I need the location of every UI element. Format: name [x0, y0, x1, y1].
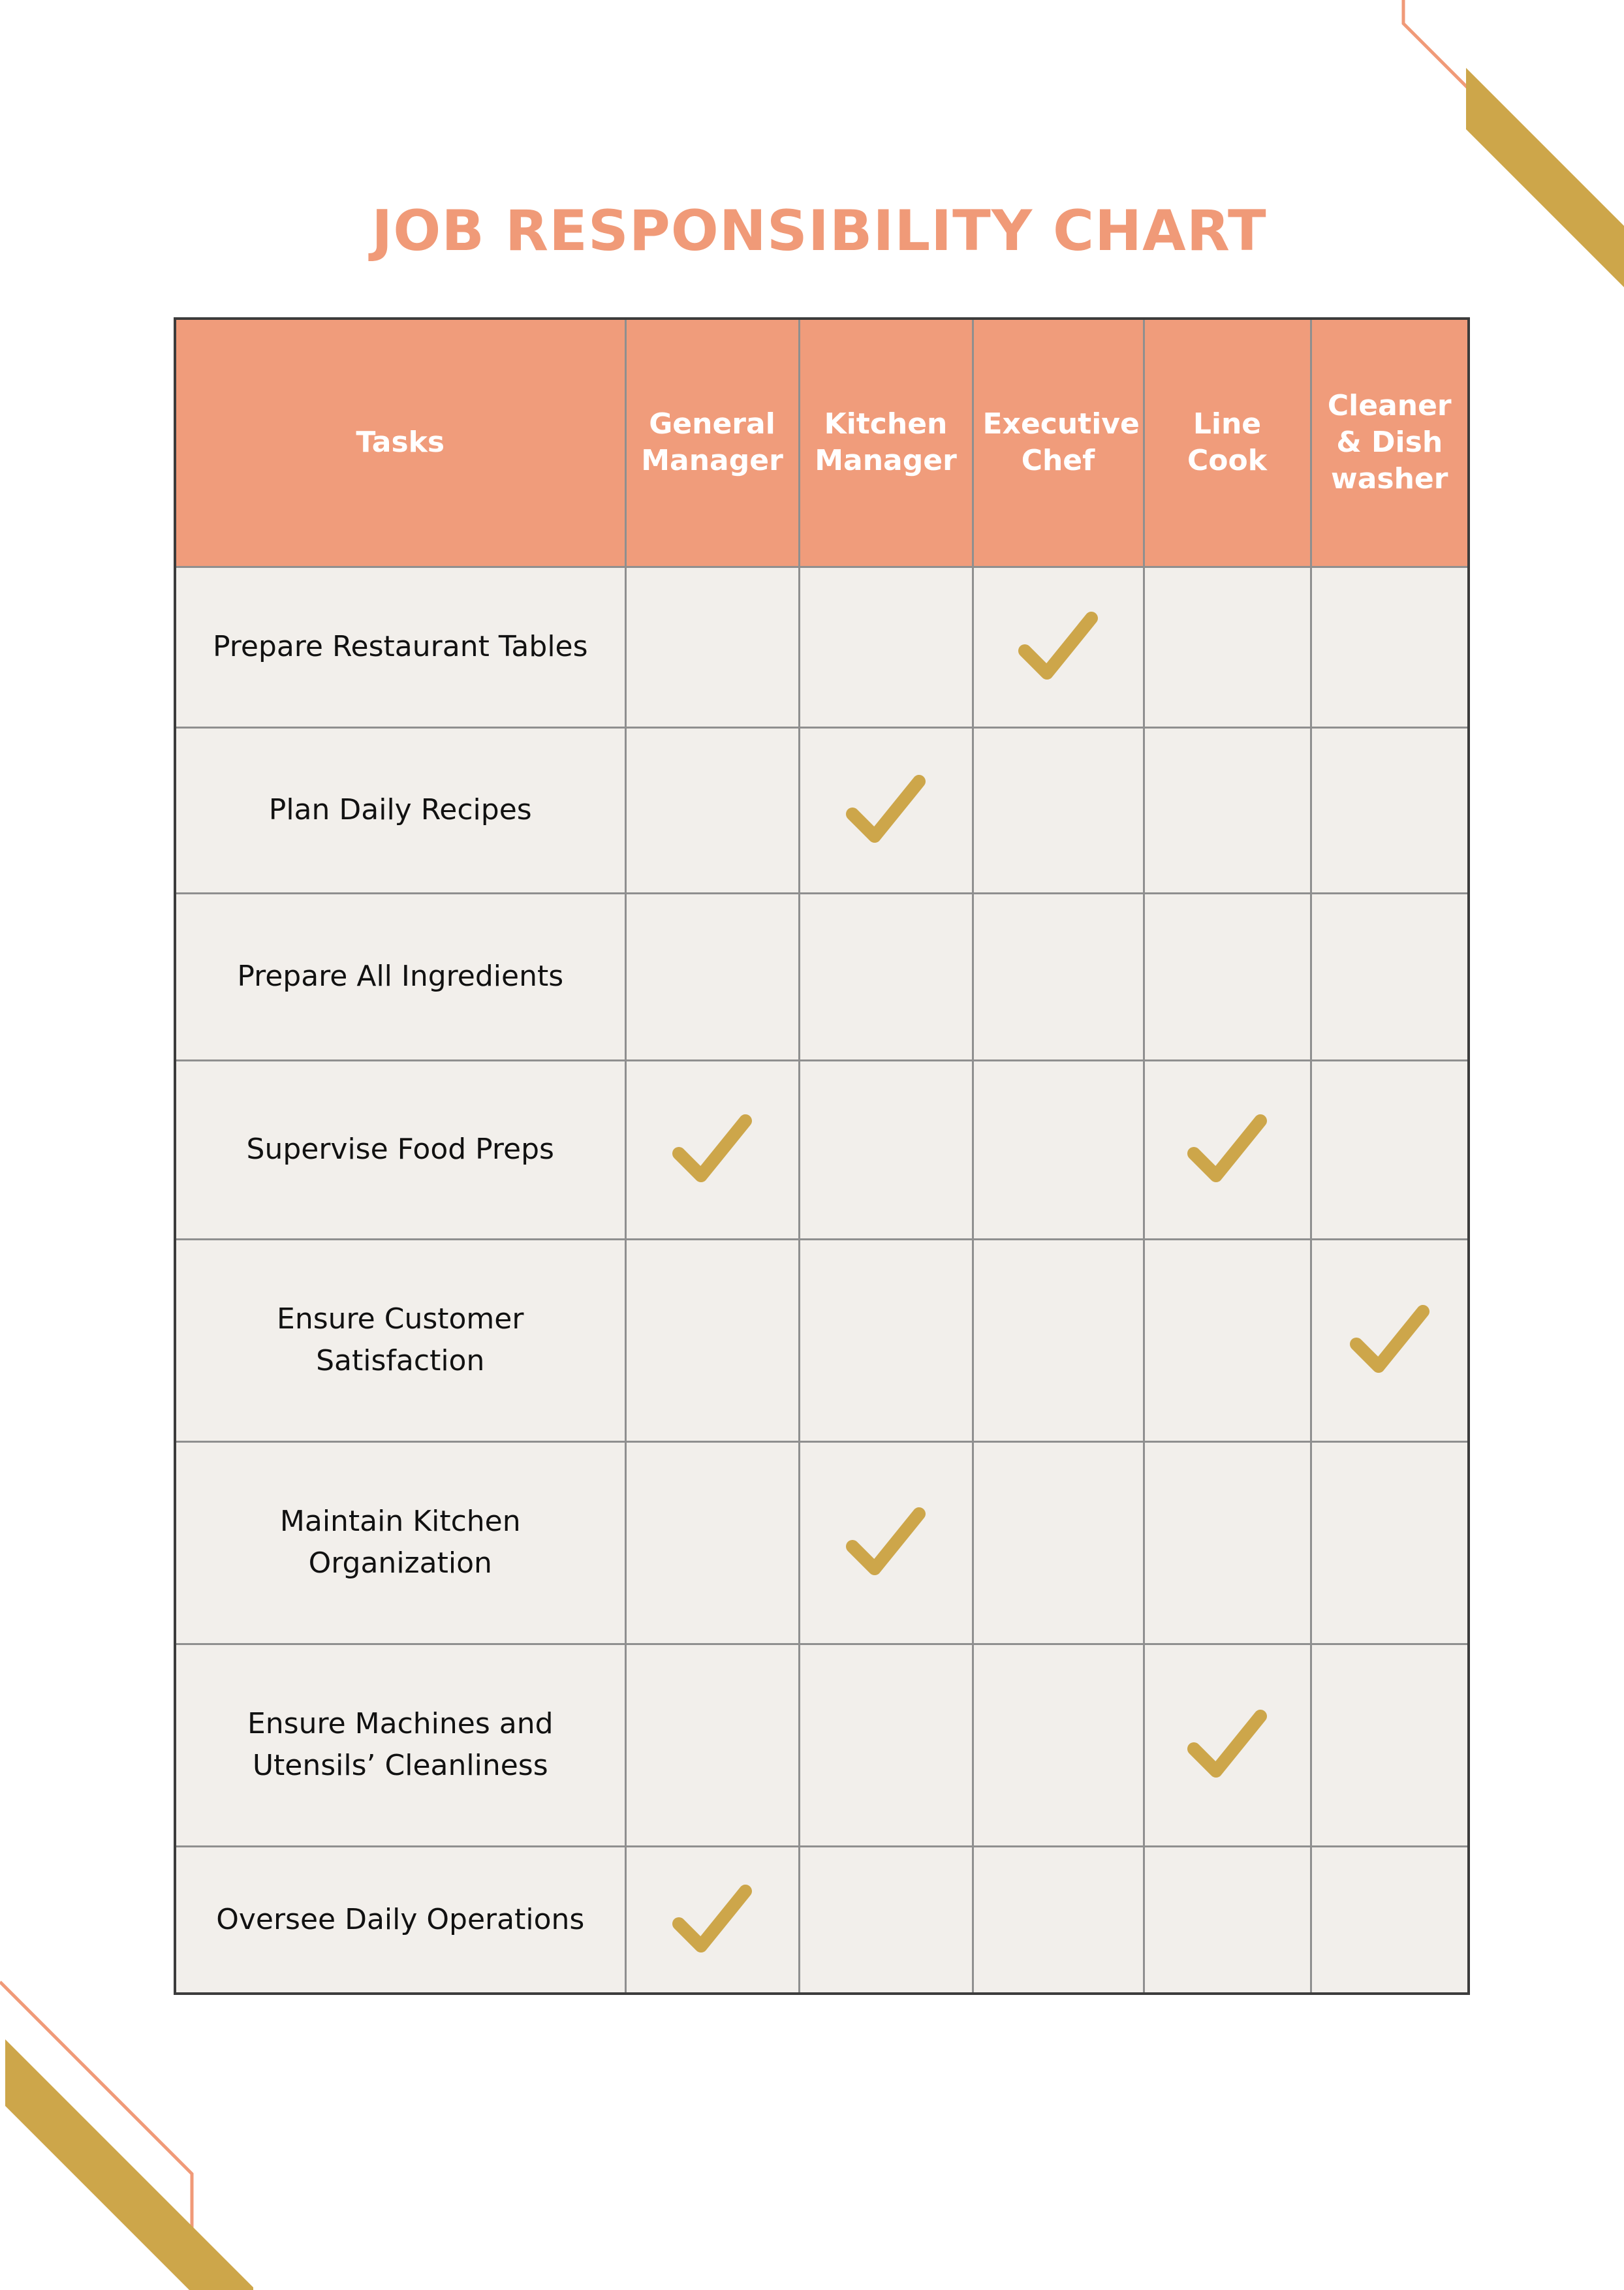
responsibility-cell [1311, 1060, 1469, 1239]
checkmark-icon [670, 1881, 755, 1959]
responsibility-cell [799, 1060, 973, 1239]
responsibility-cell [799, 727, 973, 893]
responsibility-cell [625, 1644, 799, 1846]
task-cell: Maintain Kitchen Organization [175, 1441, 625, 1644]
responsibility-cell [973, 1644, 1144, 1846]
responsibility-cell [625, 1441, 799, 1644]
responsibility-cell [1311, 1239, 1469, 1441]
checkmark-icon [843, 1503, 928, 1582]
responsibility-cell [799, 1846, 973, 1994]
responsibility-cell [625, 1846, 799, 1994]
task-cell: Plan Daily Recipes [175, 727, 625, 893]
checkmark-icon [1185, 1706, 1270, 1784]
header-row [175, 319, 1469, 567]
checkmark-icon [1185, 1110, 1270, 1189]
responsibility-cell [799, 1441, 973, 1644]
responsibility-cell [1311, 567, 1469, 727]
responsibility-cell [799, 567, 973, 727]
responsibility-cell [1311, 1644, 1469, 1846]
page-title: JOB RESPONSIBILITY CHART [371, 198, 1267, 264]
responsibility-cell [1311, 1846, 1469, 1994]
task-cell: Ensure Machines and Utensils’ Cleanliness [175, 1644, 625, 1846]
header-cell: Line Cook [1144, 319, 1311, 567]
responsibility-cell [973, 893, 1144, 1060]
header-cell: General Manager [625, 319, 799, 567]
task-cell: Ensure Customer Satisfaction [175, 1239, 625, 1441]
responsibility-cell [625, 1060, 799, 1239]
responsibility-cell [1144, 1846, 1311, 1994]
responsibility-cell [973, 727, 1144, 893]
table-row [175, 1846, 1469, 1994]
table-row [175, 1441, 1469, 1644]
responsibility-cell [799, 1239, 973, 1441]
table-row [175, 727, 1469, 893]
checkmark-icon [1016, 608, 1101, 686]
responsibility-cell [1311, 893, 1469, 1060]
responsibility-cell [1144, 1441, 1311, 1644]
task-cell: Oversee Daily Operations [175, 1846, 625, 1994]
checkmark-icon [843, 771, 928, 849]
responsibility-cell [625, 567, 799, 727]
responsibility-cell [1144, 567, 1311, 727]
checkmark-icon [670, 1110, 755, 1189]
responsibility-cell [799, 1644, 973, 1846]
responsibility-cell [973, 1846, 1144, 1994]
table-row [175, 1644, 1469, 1846]
responsibility-cell [1144, 893, 1311, 1060]
table-row [175, 1060, 1469, 1239]
responsibility-cell [799, 893, 973, 1060]
responsibility-cell [1144, 1060, 1311, 1239]
responsibility-cell [625, 727, 799, 893]
header-cell: Kitchen Manager [799, 319, 973, 567]
header-cell: Cleaner & Dish washer [1311, 319, 1469, 567]
table-row [175, 893, 1469, 1060]
table-row [175, 567, 1469, 727]
task-cell: Prepare All Ingredients [175, 893, 625, 1060]
responsibility-cell [1144, 727, 1311, 893]
task-cell: Prepare Restaurant Tables [175, 567, 625, 727]
responsibility-cell [973, 567, 1144, 727]
header-cell: Executive Chef [973, 319, 1144, 567]
responsibility-cell [973, 1239, 1144, 1441]
responsibility-cell [973, 1441, 1144, 1644]
responsibility-cell [1144, 1644, 1311, 1846]
table-row [175, 1239, 1469, 1441]
header-cell: Tasks [175, 319, 625, 567]
checkmark-icon [1347, 1301, 1432, 1379]
responsibility-cell [1311, 1441, 1469, 1644]
responsibility-cell [1311, 727, 1469, 893]
responsibility-cell [1144, 1239, 1311, 1441]
task-cell: Supervise Food Preps [175, 1060, 625, 1239]
responsibility-cell [625, 1239, 799, 1441]
responsibility-table [174, 317, 1470, 1995]
responsibility-cell [973, 1060, 1144, 1239]
responsibility-cell [625, 893, 799, 1060]
